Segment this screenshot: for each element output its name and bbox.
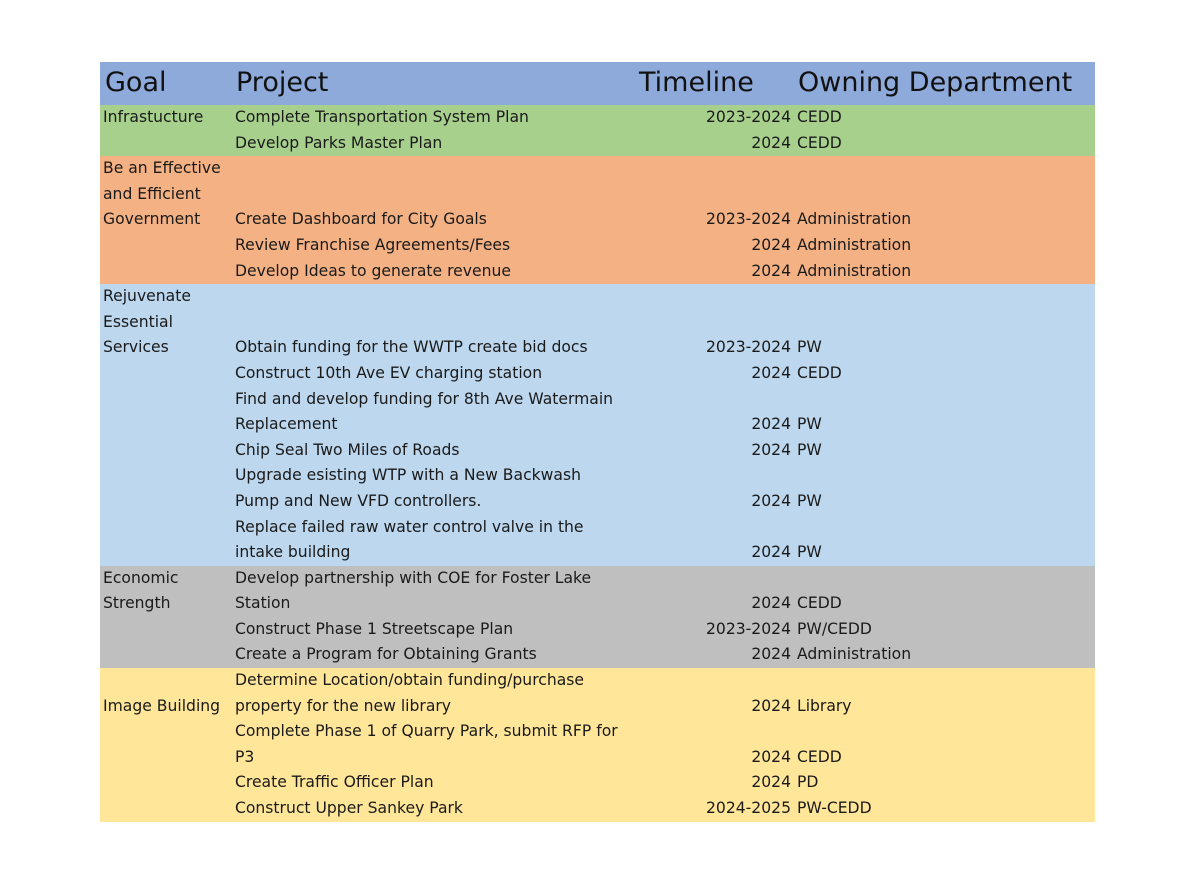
project-cell: Find and develop funding for 8th Ave Watermain xyxy=(235,389,614,408)
table-row xyxy=(100,438,1095,464)
table-row xyxy=(100,131,1095,157)
project-cell: Complete Transportation System Plan xyxy=(235,108,529,126)
goal-group xyxy=(100,284,1095,566)
goal-cell: Strength xyxy=(103,594,171,613)
project-cell: Create a Program for Obtaining Grants xyxy=(235,645,537,664)
department-cell: CEDD xyxy=(797,108,842,126)
goal-cell: Infrastucture xyxy=(103,108,204,126)
table-row xyxy=(100,182,1095,208)
timeline-cell: 2024 xyxy=(751,415,791,434)
table-row xyxy=(100,412,1095,438)
department-cell: PD xyxy=(797,773,819,792)
timeline-cell: 2024 xyxy=(751,440,791,459)
table-row xyxy=(100,796,1095,822)
table-row xyxy=(100,745,1095,771)
goal-cell: Economic xyxy=(103,568,179,587)
department-cell: CEDD xyxy=(797,747,842,766)
table-row xyxy=(100,156,1095,182)
header-goal: Goal xyxy=(105,67,167,98)
department-cell: Library xyxy=(797,696,852,715)
project-cell: Station xyxy=(235,594,291,613)
goals-table xyxy=(100,62,1095,822)
department-cell: CEDD xyxy=(797,363,842,382)
timeline-cell: 2024 xyxy=(751,491,791,510)
timeline-cell: 2024 xyxy=(751,645,791,664)
department-cell: PW-CEDD xyxy=(797,799,872,818)
table-row xyxy=(100,387,1095,413)
timeline-cell: 2024 xyxy=(751,594,791,613)
goal-group xyxy=(100,156,1095,284)
table-row xyxy=(100,284,1095,310)
header-owning-department: Owning Department xyxy=(798,67,1073,98)
project-cell: Pump and New VFD controllers. xyxy=(235,491,482,510)
timeline-cell: 2023-2024 xyxy=(706,619,791,638)
table-row xyxy=(100,540,1095,566)
project-cell: Construct 10th Ave EV charging station xyxy=(235,363,543,382)
project-cell: Determine Location/obtain funding/purchase xyxy=(235,671,584,690)
department-cell: Administration xyxy=(797,261,912,280)
department-cell: PW xyxy=(797,440,822,459)
timeline-cell: 2024 xyxy=(751,773,791,792)
timeline-cell: 2024-2025 xyxy=(706,799,791,818)
project-cell: Develop Parks Master Plan xyxy=(235,133,443,152)
table-row xyxy=(100,515,1095,541)
department-cell: Administration xyxy=(797,210,912,229)
goal-group xyxy=(100,668,1095,822)
table-row xyxy=(100,719,1095,745)
table-body xyxy=(100,105,1095,822)
project-cell: intake building xyxy=(235,543,351,562)
timeline-cell: 2023-2024 xyxy=(706,210,791,229)
goal-cell: Be an Effective xyxy=(103,159,221,178)
table-row xyxy=(100,668,1095,694)
project-cell: P3 xyxy=(235,747,255,766)
table-row xyxy=(100,335,1095,361)
project-cell: Upgrade esisting WTP with a New Backwash xyxy=(235,466,581,485)
header-project: Project xyxy=(236,67,329,98)
timeline-cell: 2023-2024 xyxy=(706,108,791,126)
goal-cell: Image Building xyxy=(103,696,221,715)
department-cell: PW/CEDD xyxy=(797,619,872,638)
project-cell: Create Traffic Officer Plan xyxy=(235,773,434,792)
project-cell: Develop Ideas to generate revenue xyxy=(235,261,511,280)
table-row xyxy=(100,591,1095,617)
table-row xyxy=(100,259,1095,285)
department-cell: PW xyxy=(797,415,822,434)
table-row xyxy=(100,310,1095,336)
project-cell: Replace failed raw water control valve in the xyxy=(235,517,584,536)
table-row xyxy=(100,566,1095,592)
project-cell: Review Franchise Agreements/Fees xyxy=(235,235,511,254)
goal-cell: Essential xyxy=(103,312,173,331)
project-cell: property for the new library xyxy=(235,696,452,715)
department-cell: Administration xyxy=(797,645,912,664)
goal-cell: Rejuvenate xyxy=(103,287,191,306)
goal-group xyxy=(100,566,1095,668)
table-row xyxy=(100,642,1095,668)
project-cell: Create Dashboard for City Goals xyxy=(235,210,487,229)
project-cell: Develop partnership with COE for Foster Lake xyxy=(235,568,592,587)
goal-cell: Services xyxy=(103,338,169,357)
timeline-cell: 2024 xyxy=(751,261,791,280)
timeline-cell: 2023-2024 xyxy=(706,338,791,357)
table-row xyxy=(100,617,1095,643)
table-row xyxy=(100,105,1095,131)
timeline-cell: 2024 xyxy=(751,747,791,766)
department-cell: PW xyxy=(797,338,822,357)
department-cell: CEDD xyxy=(797,133,842,152)
timeline-cell: 2024 xyxy=(751,696,791,715)
project-cell: Construct Phase 1 Streetscape Plan xyxy=(235,619,514,638)
timeline-cell: 2024 xyxy=(751,133,791,152)
header-timeline: Timeline xyxy=(639,67,754,98)
table-row xyxy=(100,463,1095,489)
project-cell: Chip Seal Two Miles of Roads xyxy=(235,440,460,459)
project-cell: Obtain funding for the WWTP create bid docs xyxy=(235,338,588,357)
department-cell: CEDD xyxy=(797,594,842,613)
timeline-cell: 2024 xyxy=(751,543,791,562)
department-cell: PW xyxy=(797,491,822,510)
table-row xyxy=(100,233,1095,259)
table-row xyxy=(100,361,1095,387)
timeline-cell: 2024 xyxy=(751,235,791,254)
department-cell: Administration xyxy=(797,235,912,254)
timeline-cell: 2024 xyxy=(751,363,791,382)
table-header xyxy=(100,62,1095,105)
project-cell: Construct Upper Sankey Park xyxy=(235,799,463,818)
table-row xyxy=(100,489,1095,515)
project-cell: Complete Phase 1 of Quarry Park, submit RFP for xyxy=(235,722,618,741)
goal-cell: and Efficient xyxy=(103,184,201,203)
department-cell: PW xyxy=(797,543,822,562)
project-cell: Replacement xyxy=(235,415,338,434)
table-row xyxy=(100,694,1095,720)
goal-cell: Government xyxy=(103,210,201,229)
table-row xyxy=(100,770,1095,796)
table-row xyxy=(100,207,1095,233)
goal-group xyxy=(100,105,1095,156)
